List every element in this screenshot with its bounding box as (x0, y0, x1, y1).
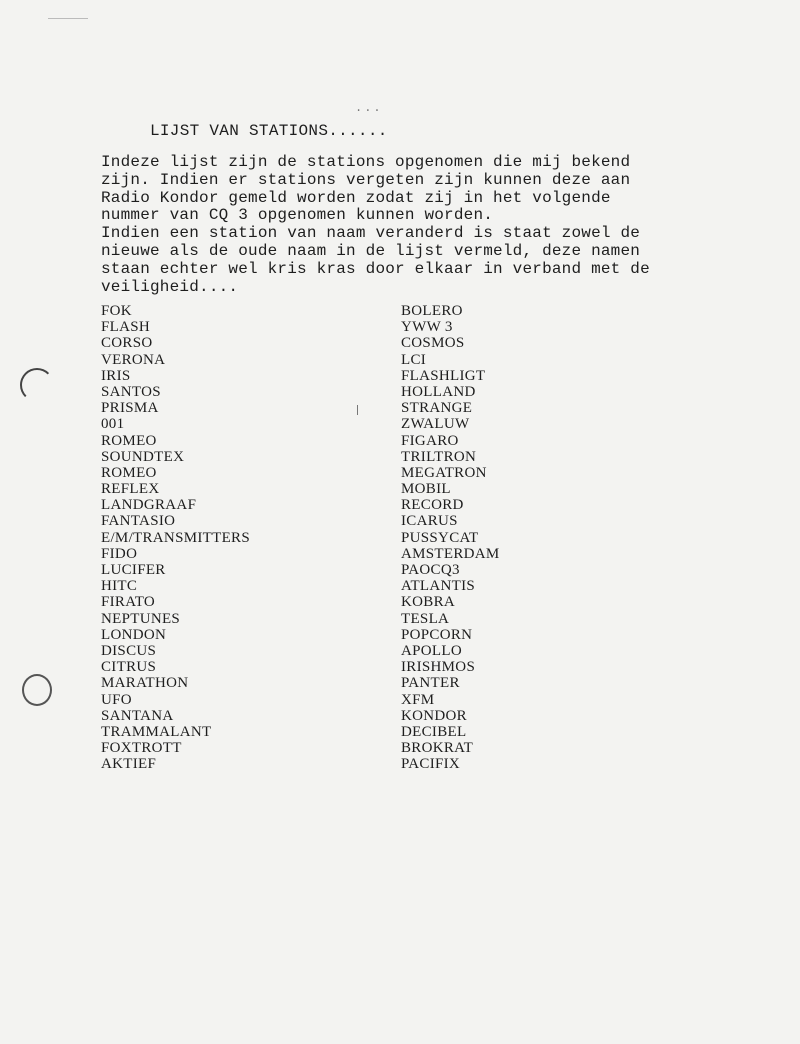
station-name: CITRUS (101, 659, 157, 676)
punch-hole-top (20, 368, 54, 402)
station-name: BOLERO (401, 303, 463, 319)
station-name: TESLA (401, 610, 450, 627)
station-name: AKTIEF (101, 756, 157, 773)
station-name: PACIFIX (401, 756, 461, 773)
station-name: SANTANA (101, 707, 174, 724)
station-name: MOBIL (401, 481, 451, 498)
station-name: ROMEO (101, 464, 157, 481)
station-name: PAOCQ3 (401, 562, 460, 578)
station-name: IRISHMOS (401, 659, 476, 676)
paper-mark (48, 18, 88, 19)
station-name: 001 (101, 416, 125, 433)
station-name: HITC (101, 578, 138, 595)
station-name: FIGARO (401, 432, 459, 449)
station-name: SANTOS (101, 383, 161, 400)
station-name: TRAMMALANT (101, 723, 212, 740)
station-name: VERONA (101, 351, 166, 368)
station-name: TRILTRON (401, 448, 477, 465)
station-name: DECIBEL (401, 723, 467, 740)
station-name: DISCUS (101, 642, 157, 659)
station-name: RECORD (401, 497, 464, 514)
station-name: HOLLAND (401, 383, 476, 400)
station-name: NEPTUNES (101, 610, 181, 627)
station-name: BROKRAT (401, 740, 474, 757)
station-name: FLASH (101, 319, 151, 336)
station-name: E/M/TRANSMITTERS (101, 529, 250, 546)
station-name: COSMOS (401, 335, 465, 352)
station-name: LANDGRAAF (101, 497, 197, 514)
station-name: FOK (101, 303, 132, 319)
station-name: LONDON (101, 626, 167, 643)
station-list-right (401, 303, 500, 772)
station-name: APOLLO (401, 642, 462, 659)
station-name: PRISMA (101, 400, 159, 417)
intro-line: Indien een station van naam veranderd is staat zowel de (101, 224, 641, 243)
intro-line: veiligheid.... (101, 277, 239, 296)
station-name: MEGATRON (401, 464, 487, 481)
intro-line: Indeze lijst zijn de stations opgenomen die mij bekend (101, 153, 631, 171)
station-name: POPCORN (401, 626, 473, 643)
station-name: ICARUS (401, 513, 458, 530)
station-name: AMSTERDAM (401, 545, 500, 562)
intro-paragraph (101, 154, 701, 296)
station-name: REFLEX (101, 481, 160, 498)
station-name: FANTASIO (101, 513, 176, 530)
station-name: UFO (101, 691, 132, 708)
intro-line: staan echter wel kris kras door elkaar in verband met de (101, 259, 650, 278)
station-name: ROMEO (101, 432, 157, 449)
station-name: ZWALUW (401, 416, 470, 433)
station-name: LUCIFER (101, 562, 166, 578)
station-name: XFM (401, 691, 435, 708)
station-name: FLASHLIGT (401, 367, 486, 384)
station-name: STRANGE (401, 400, 473, 417)
station-name: LCI (401, 351, 427, 368)
station-name: ATLANTIS (401, 578, 476, 595)
page-title: LIJST VAN STATIONS...... (150, 122, 388, 140)
station-name: IRIS (101, 367, 131, 384)
station-name: KONDOR (401, 707, 467, 724)
station-list-left (101, 303, 250, 772)
intro-line: zijn. Indien er stations vergeten zijn kunnen deze aan (101, 170, 631, 189)
station-name: SOUNDTEX (101, 448, 185, 465)
punch-hole-bottom (22, 674, 52, 706)
station-name: PUSSYCAT (401, 529, 479, 546)
station-name: FIRATO (101, 594, 156, 611)
station-name: CORSO (101, 335, 153, 352)
intro-line: nieuwe als de oude naam in de lijst vermeld, deze namen (101, 241, 641, 260)
station-name: PANTER (401, 675, 460, 692)
stray-mark (357, 405, 358, 415)
station-name: MARATHON (101, 675, 189, 692)
station-name: FOXTROTT (101, 740, 182, 757)
station-name: YWW 3 (401, 319, 453, 336)
intro-line: nummer van CQ 3 opgenomen kunnen worden. (101, 206, 494, 225)
station-name: KOBRA (401, 594, 456, 611)
intro-line: Radio Kondor gemeld worden zodat zij in het volgende (101, 188, 611, 207)
header-dots: ... (355, 101, 383, 115)
station-name: FIDO (101, 545, 138, 562)
